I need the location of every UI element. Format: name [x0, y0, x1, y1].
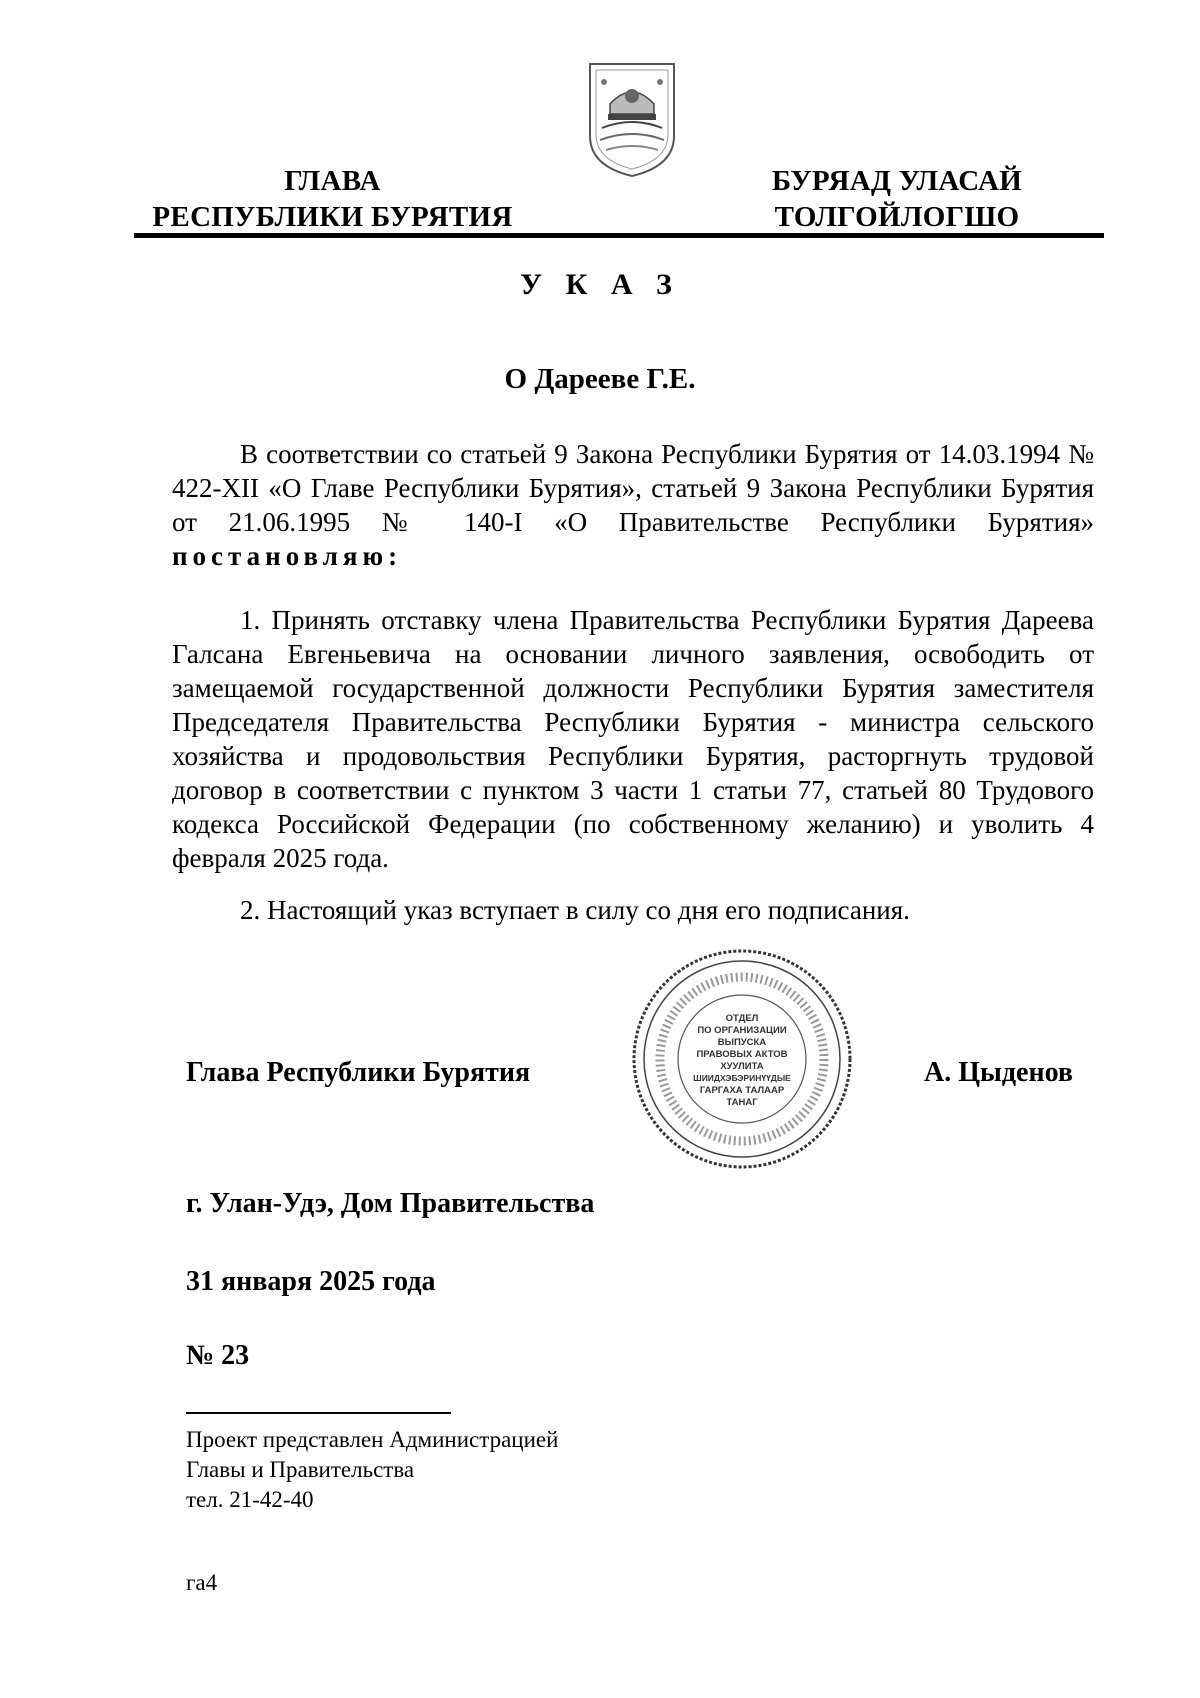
preamble-paragraph	[172, 437, 1094, 573]
signing-place: г. Улан-Удэ, Дом Правительства	[186, 1188, 595, 1219]
preamble-action: постановляю:	[172, 541, 403, 571]
decree-number: № 23	[186, 1340, 250, 1371]
document-type: У К А З	[520, 268, 680, 301]
decree-item-1: 1. Принять отставку члена Правительства Республики Бурятия Дареева Галсана Евгеньевича на основании личного заявления, освободить от замещаемой государственной должности Республики Бурятия заместителя Председателя Правительства Республики Бурятия - министра сельского хозяйства и продовольствия Республики Бурятия, расторгнуть трудовой договор в соответствии с пунктом 3 части 1 статьи 77, статьей 80 Трудового кодекса Российской Федерации (по собственному желанию) и уволить 4 февраля 2025 года.	[172, 605, 1094, 873]
seal-text-line: ВЫПУСКА	[717, 1037, 767, 1048]
header-right-line2: ТОЛГОЙЛОГШО	[774, 201, 1020, 233]
decree-item-2: 2. Настоящий указ вступает в силу со дня его подписания.	[240, 895, 910, 925]
header-divider	[134, 233, 1104, 238]
seal-text-line: ПО ОРГАНИЗАЦИИ	[697, 1025, 787, 1036]
preamble-text: В соответствии со статьей 9 Закона Республики Бурятия от 14.03.1994 № 422-XII «О Главе Республики Бурятия», статьей 9 Закона Республики Бурятия от 21.06.1995 № 140-I «О Правительстве Республики Бурятия»	[172, 439, 1094, 537]
footnote-line-1: Проект представлен Администрацией	[186, 1427, 559, 1452]
seal-text-line: ХУУЛИТА	[720, 1061, 764, 1072]
header-left-line2: РЕСПУБЛИКИ БУРЯТИЯ	[152, 201, 513, 233]
seal-text-line: ГАРГАХА ТАЛААР	[699, 1085, 785, 1096]
header-left-line1: ГЛАВА	[284, 165, 381, 197]
header-right	[752, 163, 1042, 235]
header-right-line1: БУРЯАД УЛАСАЙ	[771, 165, 1023, 197]
seal-text-line: ТАНАГ	[726, 1097, 758, 1108]
coat-of-arms-icon	[584, 58, 680, 180]
official-seal-icon	[630, 947, 854, 1171]
signatory-position: Глава Республики Бурятия	[186, 1057, 531, 1088]
footnote-line-2: Главы и Правительства	[186, 1457, 415, 1482]
signatory-name: А. Цыденов	[924, 1057, 1074, 1088]
header-left	[150, 163, 515, 235]
document-code: га4	[186, 1570, 218, 1595]
seal-text-line: ПРАВОВЫХ АКТОВ	[696, 1049, 788, 1060]
seal-text-line: ШИИДХЭБЭРИНҮҮДЫЕ	[693, 1073, 791, 1083]
seal-text-line: ОТДЕЛ	[725, 1013, 759, 1024]
footnote-divider	[186, 1412, 451, 1414]
footnote-phone: тел. 21-42-40	[186, 1487, 314, 1512]
signing-date: 31 января 2025 года	[186, 1266, 436, 1297]
document-title: О Дарееве Г.Е.	[504, 363, 696, 395]
